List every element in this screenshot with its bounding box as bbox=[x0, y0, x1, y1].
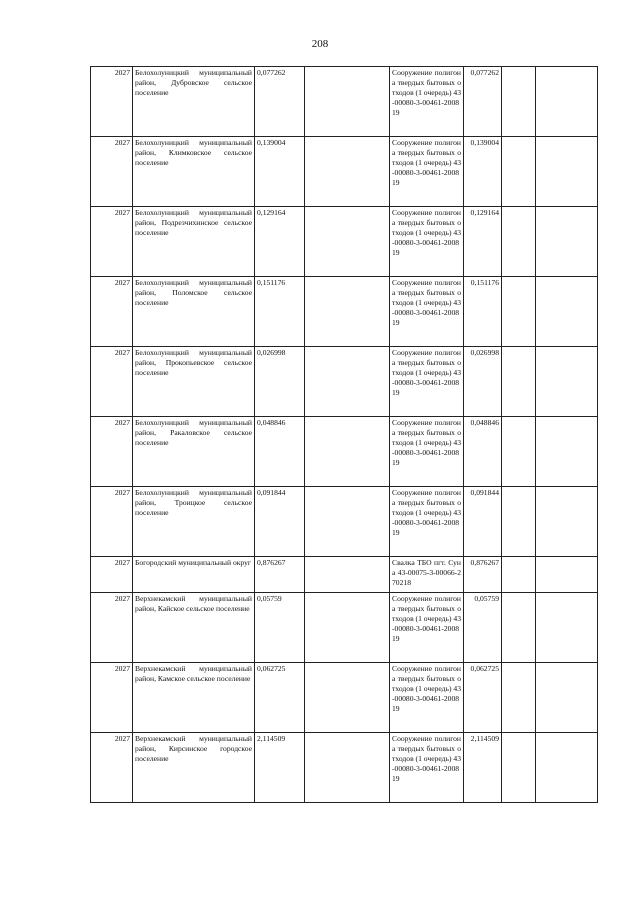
value-cell: 0,05759 bbox=[255, 593, 305, 663]
year-cell: 2027 bbox=[91, 663, 133, 733]
object-cell: Сооружение полигона твердых бытовых отходов (1 очередь) 43-00080-3-00461-200819 bbox=[390, 487, 464, 557]
year-cell: 2027 bbox=[91, 207, 133, 277]
value2-cell: 0,026998 bbox=[464, 347, 502, 417]
year-cell: 2027 bbox=[91, 557, 133, 593]
territory-cell: Верхнекамский муниципальный район, Кирсинское городское поселение bbox=[133, 733, 255, 803]
territory-cell: Белохолуницкий муниципальный район, Подрезчихинское сельское поселение bbox=[133, 207, 255, 277]
empty-cell bbox=[502, 593, 536, 663]
value2-cell: 0,062725 bbox=[464, 663, 502, 733]
table-row bbox=[91, 663, 598, 733]
value2-cell: 0,151176 bbox=[464, 277, 502, 347]
value-cell: 0,876267 bbox=[255, 557, 305, 593]
empty-cell bbox=[305, 277, 390, 347]
object-cell: Свалка ТБО пгт. Суна 43-00075-3-00066-270218 bbox=[390, 557, 464, 593]
empty-cell bbox=[536, 663, 598, 733]
empty-cell bbox=[305, 663, 390, 733]
empty-cell bbox=[502, 417, 536, 487]
empty-cell bbox=[502, 277, 536, 347]
value-cell: 0,151176 bbox=[255, 277, 305, 347]
empty-cell bbox=[536, 593, 598, 663]
year-cell: 2027 bbox=[91, 137, 133, 207]
empty-cell bbox=[502, 487, 536, 557]
object-cell: Сооружение полигона твердых бытовых отходов (1 очередь) 43-00080-3-00461-200819 bbox=[390, 593, 464, 663]
territory-cell: Верхнекамский муниципальный район, Кайское сельское поселение bbox=[133, 593, 255, 663]
year-cell: 2027 bbox=[91, 67, 133, 137]
table-row bbox=[91, 137, 598, 207]
value2-cell: 2,114509 bbox=[464, 733, 502, 803]
empty-cell bbox=[502, 663, 536, 733]
value-cell: 0,129164 bbox=[255, 207, 305, 277]
empty-cell bbox=[305, 487, 390, 557]
empty-cell bbox=[305, 557, 390, 593]
empty-cell bbox=[536, 277, 598, 347]
territory-cell: Верхнекамский муниципальный район, Камское сельское поселение bbox=[133, 663, 255, 733]
value2-cell: 0,139004 bbox=[464, 137, 502, 207]
empty-cell bbox=[536, 67, 598, 137]
object-cell: Сооружение полигона твердых бытовых отходов (1 очередь) 43-00080-3-00461-200819 bbox=[390, 67, 464, 137]
territory-cell: Белохолуницкий муниципальный район, Прокопьевское сельское поселение bbox=[133, 347, 255, 417]
empty-cell bbox=[502, 67, 536, 137]
page-number: 208 bbox=[311, 38, 329, 50]
value2-cell: 0,129164 bbox=[464, 207, 502, 277]
value-cell: 0,048846 bbox=[255, 417, 305, 487]
table-row bbox=[91, 417, 598, 487]
table-row bbox=[91, 347, 598, 417]
territory-cell: Белохолуницкий муниципальный район, Троицкое сельское поселение bbox=[133, 487, 255, 557]
empty-cell bbox=[305, 67, 390, 137]
territory-cell: Белохолуницкий муниципальный район, Климковское сельское поселение bbox=[133, 137, 255, 207]
value2-cell: 0,048846 bbox=[464, 417, 502, 487]
table-row bbox=[91, 207, 598, 277]
year-cell: 2027 bbox=[91, 417, 133, 487]
value-cell: 0,091844 bbox=[255, 487, 305, 557]
value-cell: 0,077262 bbox=[255, 67, 305, 137]
table-row bbox=[91, 557, 598, 593]
empty-cell bbox=[305, 417, 390, 487]
empty-cell bbox=[536, 347, 598, 417]
object-cell: Сооружение полигона твердых бытовых отходов (1 очередь) 43-00080-3-00461-200819 bbox=[390, 663, 464, 733]
value-cell: 0,026998 bbox=[255, 347, 305, 417]
value2-cell: 0,876267 bbox=[464, 557, 502, 593]
data-table bbox=[90, 66, 598, 803]
year-cell: 2027 bbox=[91, 277, 133, 347]
table-row bbox=[91, 487, 598, 557]
table-row bbox=[91, 277, 598, 347]
empty-cell bbox=[536, 207, 598, 277]
empty-cell bbox=[536, 733, 598, 803]
value-cell: 2,114509 bbox=[255, 733, 305, 803]
empty-cell bbox=[536, 137, 598, 207]
value2-cell: 0,091844 bbox=[464, 487, 502, 557]
empty-cell bbox=[502, 733, 536, 803]
object-cell: Сооружение полигона твердых бытовых отходов (1 очередь) 43-00080-3-00461-200819 bbox=[390, 347, 464, 417]
value-cell: 0,062725 bbox=[255, 663, 305, 733]
empty-cell bbox=[536, 487, 598, 557]
empty-cell bbox=[305, 137, 390, 207]
empty-cell bbox=[305, 207, 390, 277]
year-cell: 2027 bbox=[91, 593, 133, 663]
object-cell: Сооружение полигона твердых бытовых отходов (1 очередь) 43-00080-3-00461-200819 bbox=[390, 207, 464, 277]
table-row bbox=[91, 593, 598, 663]
value2-cell: 0,077262 bbox=[464, 67, 502, 137]
object-cell: Сооружение полигона твердых бытовых отходов (1 очередь) 43-00080-3-00461-200819 bbox=[390, 137, 464, 207]
empty-cell bbox=[502, 557, 536, 593]
empty-cell bbox=[536, 557, 598, 593]
territory-cell: Богородский муниципальный округ bbox=[133, 557, 255, 593]
value-cell: 0,139004 bbox=[255, 137, 305, 207]
empty-cell bbox=[502, 207, 536, 277]
year-cell: 2027 bbox=[91, 487, 133, 557]
object-cell: Сооружение полигона твердых бытовых отходов (1 очередь) 43-00080-3-00461-200819 bbox=[390, 733, 464, 803]
year-cell: 2027 bbox=[91, 347, 133, 417]
object-cell: Сооружение полигона твердых бытовых отходов (1 очередь) 43-00080-3-00461-200819 bbox=[390, 417, 464, 487]
territory-cell: Белохолуницкий муниципальный район, Дубровское сельское поселение bbox=[133, 67, 255, 137]
empty-cell bbox=[536, 417, 598, 487]
year-cell: 2027 bbox=[91, 733, 133, 803]
table-body bbox=[91, 67, 598, 803]
empty-cell bbox=[305, 733, 390, 803]
table-row bbox=[91, 67, 598, 137]
empty-cell bbox=[305, 347, 390, 417]
empty-cell bbox=[502, 347, 536, 417]
empty-cell bbox=[305, 593, 390, 663]
territory-cell: Белохолуницкий муниципальный район, Ракаловское сельское поселение bbox=[133, 417, 255, 487]
empty-cell bbox=[502, 137, 536, 207]
table-row bbox=[91, 733, 598, 803]
value2-cell: 0,05759 bbox=[464, 593, 502, 663]
object-cell: Сооружение полигона твердых бытовых отходов (1 очередь) 43-00080-3-00461-200819 bbox=[390, 277, 464, 347]
territory-cell: Белохолуницкий муниципальный район, Поломское сельское поселение bbox=[133, 277, 255, 347]
